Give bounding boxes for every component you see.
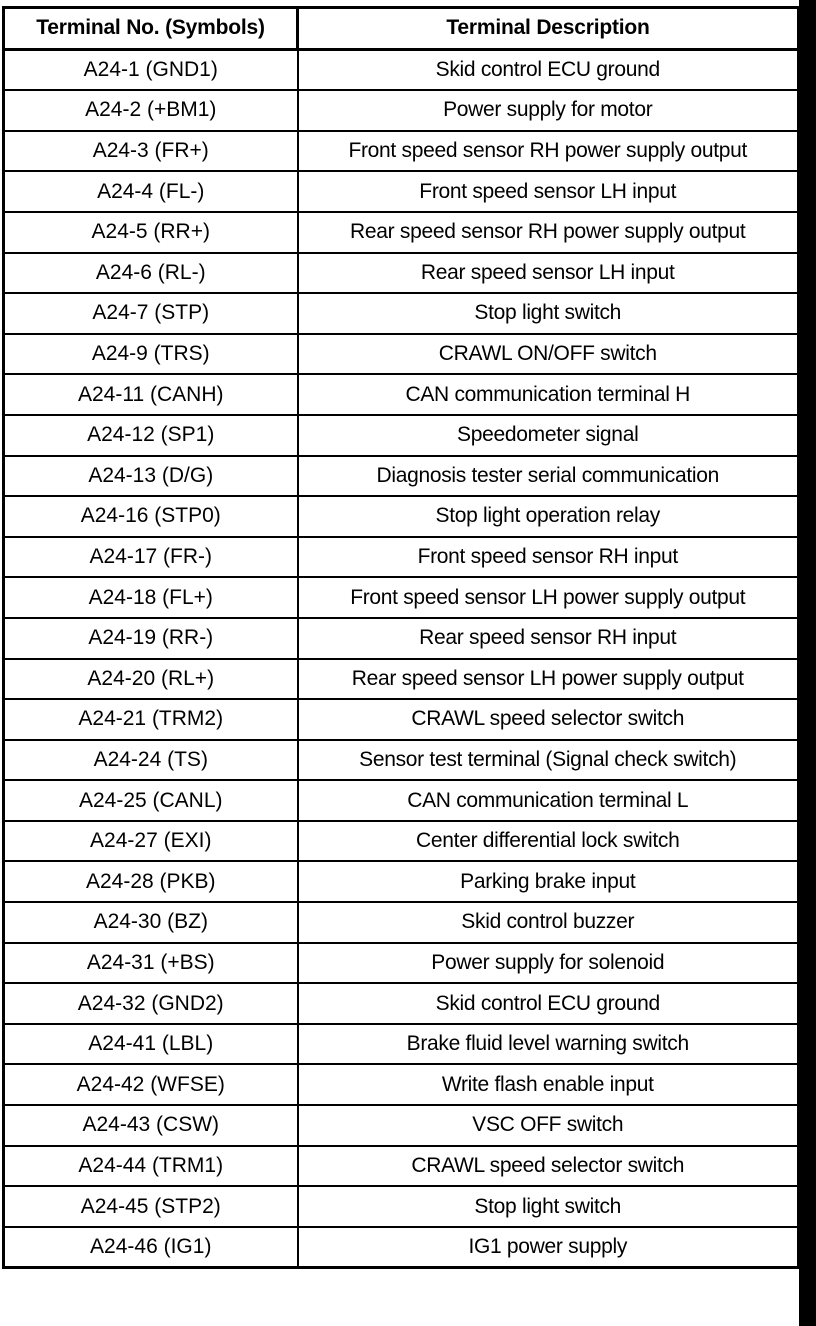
- table-row: [4, 1186, 799, 1227]
- terminal-description-cell: Write flash enable input: [298, 1064, 799, 1105]
- terminal-description-cell: Front speed sensor LH power supply output: [298, 577, 799, 618]
- terminal-description-cell: Speedometer signal: [298, 415, 799, 456]
- terminal-description-cell: Power supply for solenoid: [298, 943, 799, 984]
- table-row: [4, 1024, 799, 1065]
- table-row: [4, 1146, 799, 1187]
- terminal-number-cell: A24-9 (TRS): [4, 334, 298, 375]
- table-row: [4, 902, 799, 943]
- terminal-description-cell: Skid control ECU ground: [298, 49, 799, 90]
- terminal-number-cell: A24-1 (GND1): [4, 49, 298, 90]
- table-row: [4, 943, 799, 984]
- terminal-description-cell: Power supply for motor: [298, 90, 799, 131]
- terminal-description-cell: Rear speed sensor RH power supply output: [298, 212, 799, 253]
- header-terminal-description: Terminal Description: [298, 8, 799, 50]
- terminal-number-cell: A24-20 (RL+): [4, 659, 298, 700]
- right-edge-bar: [799, 0, 816, 1326]
- terminal-number-cell: A24-45 (STP2): [4, 1186, 298, 1227]
- terminal-number-cell: A24-12 (SP1): [4, 415, 298, 456]
- terminal-number-cell: A24-2 (+BM1): [4, 90, 298, 131]
- table-row: [4, 861, 799, 902]
- terminal-number-cell: A24-27 (EXI): [4, 821, 298, 862]
- terminal-number-cell: A24-7 (STP): [4, 293, 298, 334]
- table-row: [4, 821, 799, 862]
- table-row: [4, 374, 799, 415]
- table-row: [4, 1064, 799, 1105]
- terminal-number-cell: A24-41 (LBL): [4, 1024, 298, 1065]
- terminal-description-cell: CAN communication terminal H: [298, 374, 799, 415]
- table-row: [4, 659, 799, 700]
- table-row: [4, 740, 799, 781]
- table-row: [4, 253, 799, 294]
- table-row: [4, 537, 799, 578]
- table-row: [4, 1227, 799, 1268]
- terminal-number-cell: A24-44 (TRM1): [4, 1146, 298, 1187]
- terminal-number-cell: A24-16 (STP0): [4, 496, 298, 537]
- terminal-description-cell: Rear speed sensor LH input: [298, 253, 799, 294]
- terminal-number-cell: A24-25 (CANL): [4, 780, 298, 821]
- terminal-description-cell: Center differential lock switch: [298, 821, 799, 862]
- terminal-description-cell: Stop light switch: [298, 293, 799, 334]
- header-terminal-no: Terminal No. (Symbols): [4, 8, 298, 50]
- terminal-number-cell: A24-19 (RR-): [4, 618, 298, 659]
- terminal-description-cell: Skid control ECU ground: [298, 983, 799, 1024]
- table-row: [4, 983, 799, 1024]
- terminal-number-cell: A24-28 (PKB): [4, 861, 298, 902]
- table-row: [4, 618, 799, 659]
- terminal-number-cell: A24-5 (RR+): [4, 212, 298, 253]
- terminal-number-cell: A24-18 (FL+): [4, 577, 298, 618]
- terminal-number-cell: A24-13 (D/G): [4, 456, 298, 497]
- terminal-description-cell: Stop light switch: [298, 1186, 799, 1227]
- terminal-description-cell: Rear speed sensor LH power supply output: [298, 659, 799, 700]
- terminal-number-cell: A24-4 (FL-): [4, 171, 298, 212]
- terminal-number-cell: A24-46 (IG1): [4, 1227, 298, 1268]
- table-row: [4, 171, 799, 212]
- table-row: [4, 1105, 799, 1146]
- terminal-description-cell: Front speed sensor RH input: [298, 537, 799, 578]
- terminal-number-cell: A24-31 (+BS): [4, 943, 298, 984]
- terminal-number-cell: A24-6 (RL-): [4, 253, 298, 294]
- terminal-description-cell: Brake fluid level warning switch: [298, 1024, 799, 1065]
- terminal-number-cell: A24-24 (TS): [4, 740, 298, 781]
- table-row: [4, 49, 799, 90]
- table-row: [4, 496, 799, 537]
- terminal-description-cell: Sensor test terminal (Signal check switch): [298, 740, 799, 781]
- table-row: [4, 131, 799, 172]
- terminal-table: [2, 6, 800, 1269]
- terminal-description-cell: Rear speed sensor RH input: [298, 618, 799, 659]
- terminal-description-cell: VSC OFF switch: [298, 1105, 799, 1146]
- terminal-number-cell: A24-21 (TRM2): [4, 699, 298, 740]
- terminal-description-cell: IG1 power supply: [298, 1227, 799, 1268]
- table-row: [4, 334, 799, 375]
- terminal-description-cell: Front speed sensor LH input: [298, 171, 799, 212]
- table-row: [4, 293, 799, 334]
- terminal-description-cell: Stop light operation relay: [298, 496, 799, 537]
- terminal-description-cell: Skid control buzzer: [298, 902, 799, 943]
- terminal-number-cell: A24-32 (GND2): [4, 983, 298, 1024]
- terminal-description-cell: Diagnosis tester serial communication: [298, 456, 799, 497]
- table-row: [4, 415, 799, 456]
- terminal-number-cell: A24-17 (FR-): [4, 537, 298, 578]
- terminal-number-cell: A24-42 (WFSE): [4, 1064, 298, 1105]
- terminal-description-cell: CRAWL ON/OFF switch: [298, 334, 799, 375]
- terminal-number-cell: A24-30 (BZ): [4, 902, 298, 943]
- terminal-description-cell: Parking brake input: [298, 861, 799, 902]
- table-row: [4, 456, 799, 497]
- terminal-description-cell: CRAWL speed selector switch: [298, 699, 799, 740]
- table-row: [4, 780, 799, 821]
- table-row: [4, 577, 799, 618]
- table-header: [4, 8, 799, 50]
- table-row: [4, 90, 799, 131]
- table-body: [4, 49, 799, 1268]
- header-row: [4, 8, 799, 50]
- terminal-description-cell: CAN communication terminal L: [298, 780, 799, 821]
- table-row: [4, 212, 799, 253]
- table-row: [4, 699, 799, 740]
- terminal-description-cell: CRAWL speed selector switch: [298, 1146, 799, 1187]
- terminal-number-cell: A24-3 (FR+): [4, 131, 298, 172]
- terminal-number-cell: A24-11 (CANH): [4, 374, 298, 415]
- terminal-description-cell: Front speed sensor RH power supply output: [298, 131, 799, 172]
- terminal-number-cell: A24-43 (CSW): [4, 1105, 298, 1146]
